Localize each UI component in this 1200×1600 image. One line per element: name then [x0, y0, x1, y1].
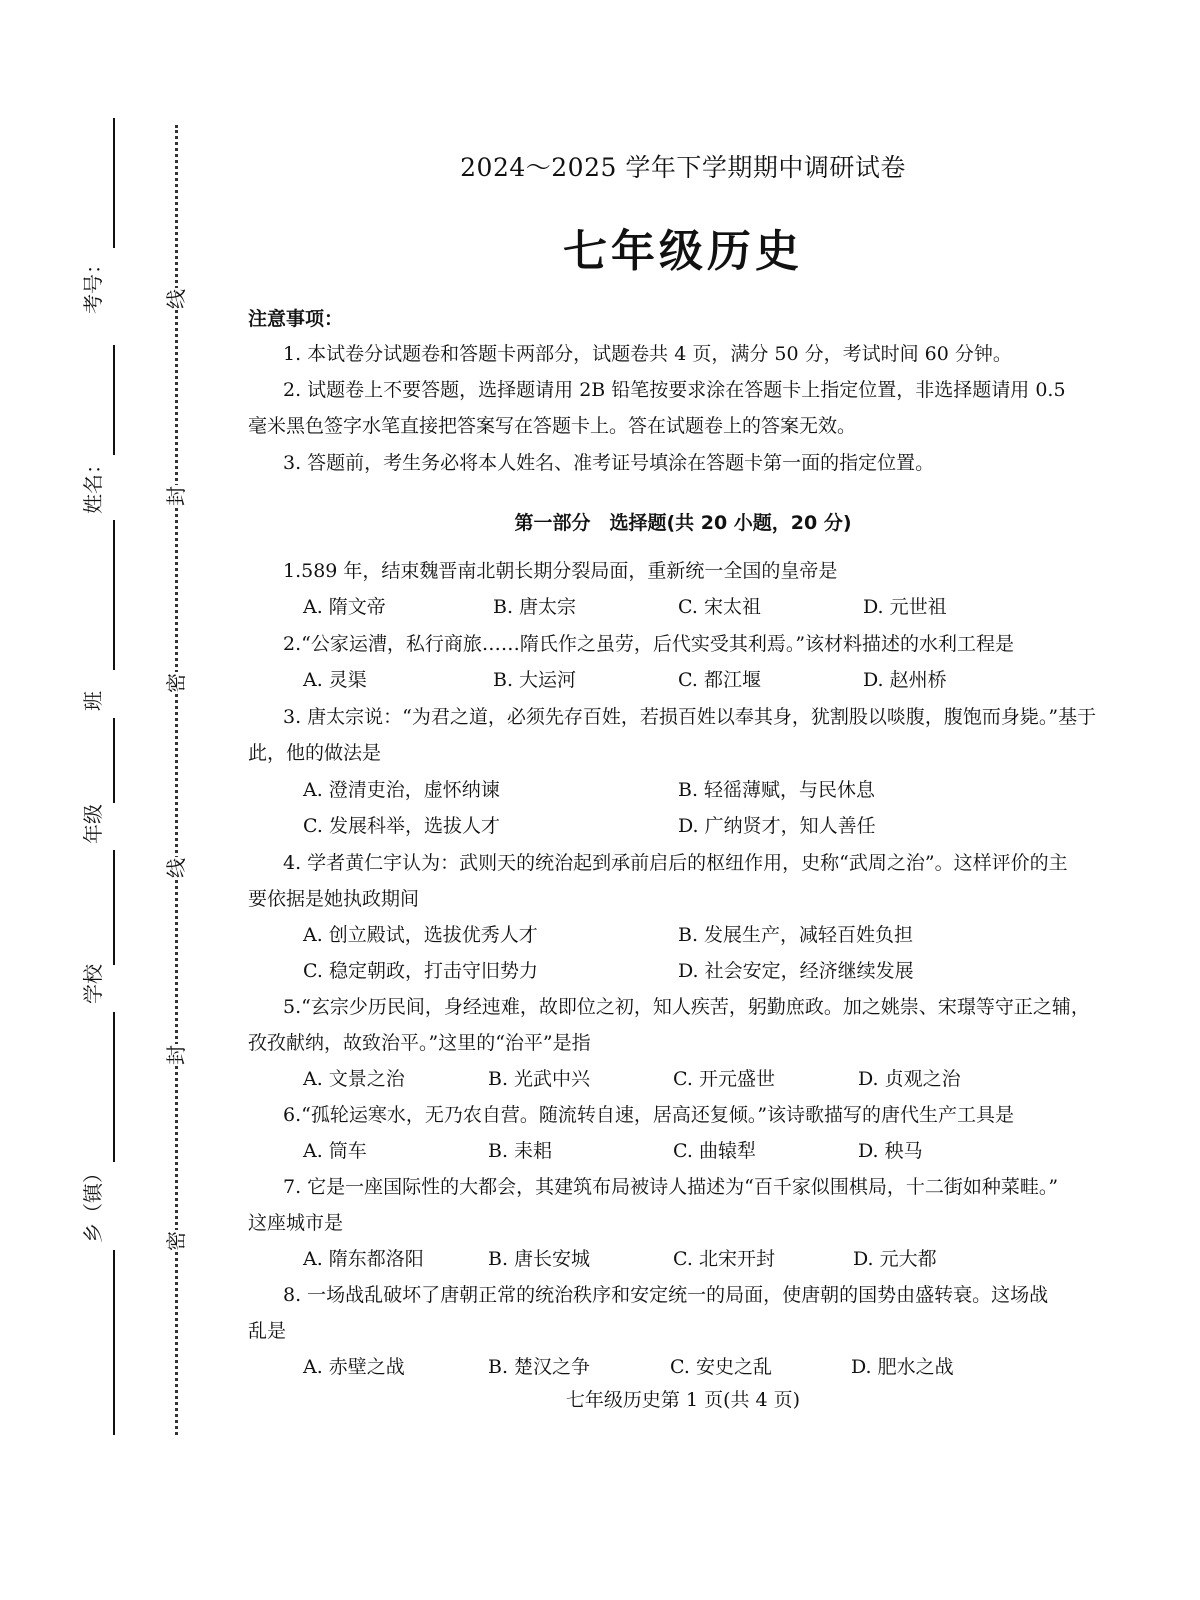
question-stem: 8. 一场战乱破坏了唐朝正常的统治秩序和安定统一的局面，使唐朝的国势由盛转衰。这场战: [283, 1284, 1049, 1306]
subject-title: 七年级历史: [563, 226, 803, 277]
question-stem: 2.“公家运漕，私行商旅……隋氏作之虽劳，后代实受其利焉。”该材料描述的水利工程是: [283, 633, 1015, 655]
exam-no-label: 考号：: [81, 254, 105, 314]
option-c: C. 发展科举，选拔人才: [303, 815, 500, 837]
option-d: D. 元大都: [853, 1248, 937, 1270]
question-stem-cont: 孜孜献纳，故致治平。”这里的“治平”是指: [248, 1032, 591, 1054]
page-footer: 七年级历史第 1 页(共 4 页): [565, 1389, 801, 1411]
option-b: B. 光武中兴: [488, 1068, 591, 1090]
option-c: C. 稳定朝政，打击守旧势力: [303, 960, 538, 982]
section-heading: 第一部分 选择题(共 20 小题，20 分): [514, 512, 852, 534]
option-d: D. 社会安定，经济继续发展: [678, 960, 914, 982]
option-c: C. 安史之乱: [670, 1356, 772, 1378]
question-stem-cont: 此，他的做法是: [248, 742, 382, 764]
option-d: D. 肥水之战: [851, 1356, 954, 1378]
seal-char: 封: [164, 486, 188, 506]
binding-line-name: [113, 520, 115, 670]
option-b: B. 轻徭薄赋，与民休息: [678, 779, 876, 801]
option-a: A. 创立殿试，选拔优秀人才: [303, 924, 538, 946]
town-label: 乡（镇）: [81, 1163, 105, 1243]
question-stem: 5.“玄宗少历民间，身经迍难，故即位之初，知人疾苦，躬勤庶政。加之姚崇、宋璟等守正之辅，: [283, 996, 1090, 1018]
question-stem: 4. 学者黄仁宇认为：武则天的统治起到承前启后的枢纽作用，史称“武周之治”。这样评价的主: [283, 852, 1068, 874]
option-b: B. 楚汉之争: [488, 1356, 591, 1378]
class-label: 班: [81, 691, 105, 711]
option-a: A. 隋东都洛阳: [303, 1248, 424, 1270]
notice-line: 2. 试题卷上不要答题，选择题请用 2B 铅笔按要求涂在答题卡上指定位置，非选择题请用 0.5: [283, 379, 1066, 401]
binding-line-exam-no: [113, 345, 115, 455]
name-label: 姓名：: [81, 454, 105, 514]
option-d: D. 贞观之治: [858, 1068, 961, 1090]
option-a: A. 澄清吏治，虚怀纳谏: [303, 779, 500, 801]
option-b: B. 大运河: [493, 669, 577, 691]
grade-label: 年级: [81, 804, 105, 844]
binding-line-grade: [113, 850, 115, 965]
school-label: 学校: [81, 964, 105, 1004]
option-b: B. 耒耜: [488, 1140, 553, 1162]
notice-line: 毫米黑色签字水笔直接把答案写在答题卡上。答在试题卷上的答案无效。: [248, 415, 857, 437]
option-d: D. 广纳贤才，知人善任: [678, 815, 876, 837]
option-a: A. 赤壁之战: [303, 1356, 405, 1378]
option-d: D. 赵州桥: [863, 669, 947, 691]
binding-line-class: [113, 718, 115, 803]
option-b: B. 发展生产，减轻百姓负担: [678, 924, 914, 946]
question-stem: 3. 唐太宗说：“为君之道，必须先存百姓，若损百姓以奉其身，犹割股以啖腹，腹饱而身毙。”基于: [283, 706, 1097, 728]
question-stem: 7. 它是一座国际性的大都会，其建筑布局被诗人描述为“百千家似围棋局，十二街如种菜畦。”: [283, 1176, 1059, 1198]
option-c: C. 宋太祖: [678, 596, 761, 618]
binding-line-top: [113, 118, 115, 248]
question-stem: 6.“孤轮运寒水，无乃农自营。随流转自速，居高还复倾。”该诗歌描写的唐代生产工具是: [283, 1104, 1015, 1126]
question-stem-cont: 这座城市是: [248, 1212, 344, 1234]
option-a: A. 灵渠: [303, 669, 367, 691]
option-d: D. 秧马: [858, 1140, 923, 1162]
question-stem: 1.589 年，结束魏晋南北朝长期分裂局面，重新统一全国的皇帝是: [283, 560, 838, 582]
option-b: B. 唐长安城: [488, 1248, 591, 1270]
option-b: B. 唐太宗: [493, 596, 577, 618]
option-c: C. 都江堰: [678, 669, 761, 691]
seal-char: 封: [164, 1045, 188, 1065]
option-a: A. 隋文帝: [303, 596, 386, 618]
seal-char: 线: [164, 289, 188, 309]
binding-line-town: [113, 1250, 115, 1435]
question-stem-cont: 乱是: [248, 1320, 287, 1342]
notice-line: 1. 本试卷分试题卷和答题卡两部分，试题卷共 4 页，满分 50 分，考试时间 60 分钟。: [283, 343, 1012, 365]
option-d: D. 元世祖: [863, 596, 947, 618]
option-a: A. 筒车: [303, 1140, 367, 1162]
seal-char: 密: [164, 1231, 188, 1251]
option-a: A. 文景之治: [303, 1068, 405, 1090]
notice-line: 3. 答题前，考生务必将本人姓名、准考证号填涂在答题卡第一面的指定位置。: [283, 452, 935, 474]
option-c: C. 开元盛世: [673, 1068, 775, 1090]
option-c: C. 北宋开封: [673, 1248, 775, 1270]
option-c: C. 曲辕犁: [673, 1140, 756, 1162]
seal-char: 线: [164, 858, 188, 878]
seal-char: 密: [164, 673, 188, 693]
binding-line-school: [113, 1012, 115, 1162]
question-stem-cont: 要依据是她执政期间: [248, 888, 420, 910]
notice-heading: 注意事项：: [248, 308, 344, 330]
exam-title: 2024～2025 学年下学期期中调研试卷: [460, 153, 906, 182]
